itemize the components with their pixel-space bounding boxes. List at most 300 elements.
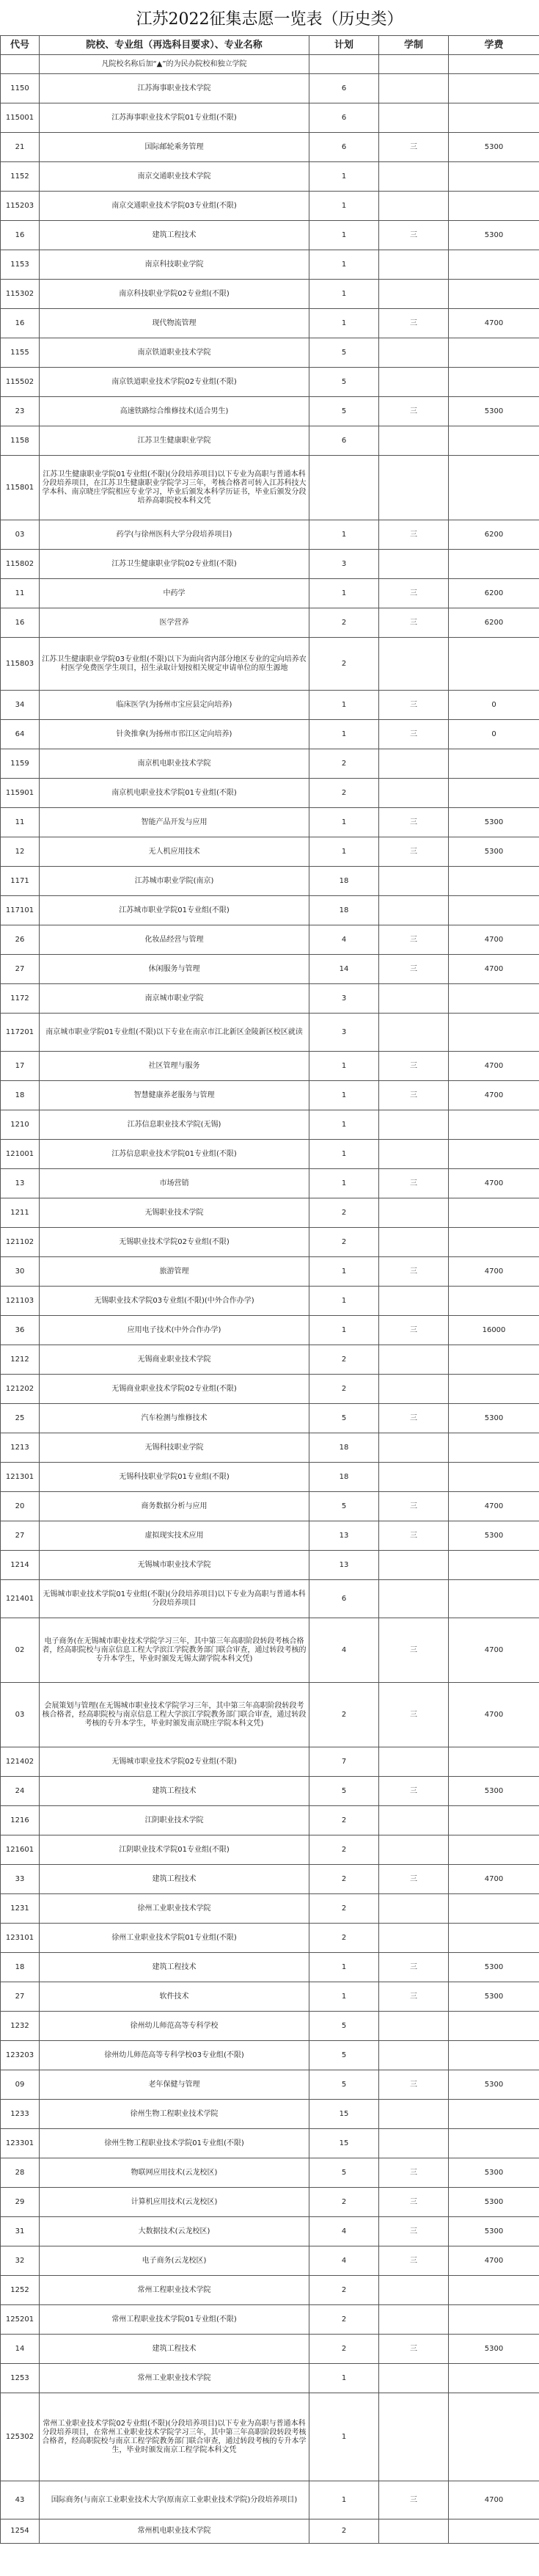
cell-duration: 三	[379, 925, 449, 955]
cell-code: 18	[1, 1953, 40, 1982]
cell-plan: 14	[309, 955, 379, 984]
cell-plan: 1	[309, 837, 379, 867]
cell-fee	[449, 426, 539, 456]
cell-duration: 三	[379, 221, 449, 250]
cell-code: 1233	[1, 2100, 40, 2129]
cell-code: 30	[1, 1257, 40, 1287]
table-row	[1, 133, 539, 162]
cell-duration: 三	[379, 1492, 449, 1521]
cell-plan: 1	[309, 579, 379, 608]
table-row	[1, 221, 539, 250]
cell-plan: 1	[309, 1953, 379, 1982]
cell-name: 徐州工业职业技术学院01专业组(不限)	[40, 1924, 309, 1953]
table-header-row	[1, 36, 539, 55]
cell-plan: 4	[309, 1618, 379, 1683]
cell-plan: 2	[309, 749, 379, 779]
cell-name: 无锡城市职业技术学院02专业组(不限)	[40, 1747, 309, 1777]
cell-fee: 6200	[449, 608, 539, 638]
cell-fee: 4700	[449, 1683, 539, 1747]
cell-duration: 三	[379, 2481, 449, 2519]
cell-name: 徐州幼儿师范高等专科学校03专业组(不限)	[40, 2041, 309, 2070]
cell-fee	[449, 1806, 539, 1835]
cell-duration	[379, 1014, 449, 1052]
cell-code: 125201	[1, 2305, 40, 2335]
cell-name: 凡院校名称后加“▲”的为民办院校和独立学院	[40, 55, 309, 74]
cell-code: 13	[1, 1169, 40, 1198]
cell-code: 64	[1, 720, 40, 749]
cell-name: 无锡城市职业技术学院	[40, 1551, 309, 1580]
cell-fee	[449, 2041, 539, 2070]
cell-name: 南京铁道职业技术学院02专业组(不限)	[40, 368, 309, 397]
cell-plan: 5	[309, 2012, 379, 2041]
table-row	[1, 2481, 539, 2519]
cell-duration	[379, 1287, 449, 1316]
cell-plan: 1	[309, 1140, 379, 1169]
cell-fee	[449, 250, 539, 280]
cell-name: 无锡城市职业技术学院01专业组(不限)(分段培养项目)以下专业为高职与普通本科分段培养项目	[40, 1580, 309, 1618]
cell-duration: 三	[379, 1982, 449, 2012]
cell-code: 20	[1, 1492, 40, 1521]
cell-name: 江苏海事职业技术学院01专业组(不限)	[40, 103, 309, 133]
cell-duration	[379, 250, 449, 280]
cell-plan: 2	[309, 2188, 379, 2217]
table-row	[1, 837, 539, 867]
table-row	[1, 1777, 539, 1806]
cell-fee	[449, 1375, 539, 1404]
table-row	[1, 2364, 539, 2393]
cell-name: 徐州生物工程职业技术学院	[40, 2100, 309, 2129]
cell-code: 121402	[1, 1747, 40, 1777]
cell-code: 1171	[1, 867, 40, 896]
cell-duration	[379, 1110, 449, 1140]
cell-duration: 三	[379, 133, 449, 162]
cell-plan: 7	[309, 1747, 379, 1777]
cell-duration	[379, 2041, 449, 2070]
cell-plan: 1	[309, 221, 379, 250]
table-row	[1, 1433, 539, 1463]
cell-plan: 1	[309, 162, 379, 192]
cell-plan: 15	[309, 2129, 379, 2158]
cell-plan: 5	[309, 1492, 379, 1521]
cell-fee	[449, 1924, 539, 1953]
table-row	[1, 2335, 539, 2364]
table-row	[1, 162, 539, 192]
cell-code: 43	[1, 2481, 40, 2519]
page-title: 江苏2022征集志愿一览表（历史类）	[136, 10, 403, 29]
cell-name: 中药学	[40, 579, 309, 608]
cell-plan: 2	[309, 1924, 379, 1953]
cell-name: 徐州幼儿师范高等专科学校	[40, 2012, 309, 2041]
cell-duration: 三	[379, 1618, 449, 1683]
cell-plan: 5	[309, 2158, 379, 2188]
cell-fee: 4700	[449, 1081, 539, 1110]
cell-name: 无锡商业职业技术学院	[40, 1345, 309, 1375]
cell-code: 115203	[1, 192, 40, 221]
cell-code: 1252	[1, 2276, 40, 2305]
cell-duration	[379, 2305, 449, 2335]
cell-duration	[379, 2364, 449, 2393]
cell-name: 旅游管理	[40, 1257, 309, 1287]
cell-fee: 6200	[449, 520, 539, 550]
cell-fee: 4700	[449, 2246, 539, 2276]
cell-name: 江苏城市职业学院(南京)	[40, 867, 309, 896]
cell-code: 16	[1, 608, 40, 638]
cell-fee	[449, 2393, 539, 2481]
cell-code: 1253	[1, 2364, 40, 2393]
cell-code: 23	[1, 397, 40, 426]
cell-fee	[449, 280, 539, 309]
table-row	[1, 1198, 539, 1228]
cell-fee	[449, 2276, 539, 2305]
cell-code: 1159	[1, 749, 40, 779]
table-row	[1, 896, 539, 925]
cell-fee: 5300	[449, 1404, 539, 1433]
cell-plan: 2	[309, 2305, 379, 2335]
cell-code: 115001	[1, 103, 40, 133]
cell-plan: 15	[309, 2100, 379, 2129]
table-row	[1, 1345, 539, 1375]
cell-fee	[449, 2519, 539, 2544]
cell-name: 徐州生物工程职业技术学院01专业组(不限)	[40, 2129, 309, 2158]
cell-fee: 4700	[449, 1169, 539, 1198]
table-row	[1, 2519, 539, 2544]
cell-duration: 三	[379, 2070, 449, 2100]
cell-name: 常州工业职业技术学院02专业组(不限)(分段培养项目)以下专业为高职与普通本科分段培养项目，在常州工业职业技术学院学习三年，其中第三年高职阶段转段考核合格者，经高职院校与南京工程学院教务部门联合审查，通过转段考核的专升本学生，毕业时颁发南京工程学院本科文凭	[40, 2393, 309, 2481]
cell-duration	[379, 896, 449, 925]
cell-plan: 18	[309, 1463, 379, 1492]
cell-code: 115502	[1, 368, 40, 397]
cell-fee: 5300	[449, 1953, 539, 1982]
cell-duration	[379, 867, 449, 896]
cell-code: 123101	[1, 1924, 40, 1953]
cell-duration: 三	[379, 1777, 449, 1806]
cell-fee	[449, 1228, 539, 1257]
cell-fee	[449, 456, 539, 520]
table-row	[1, 1894, 539, 1924]
cell-fee: 4700	[449, 309, 539, 338]
cell-name: 江苏卫生健康职业学院	[40, 426, 309, 456]
cell-name: 南京科技职业学院02专业组(不限)	[40, 280, 309, 309]
cell-plan: 2	[309, 638, 379, 691]
cell-code: 12	[1, 837, 40, 867]
cell-duration	[379, 368, 449, 397]
cell-plan: 1	[309, 192, 379, 221]
cell-code: 03	[1, 1683, 40, 1747]
cell-plan: 6	[309, 1580, 379, 1618]
cell-plan: 2	[309, 2519, 379, 2544]
cell-plan: 2	[309, 608, 379, 638]
cell-name: 高速铁路综合维修技术(适合男生)	[40, 397, 309, 426]
cell-fee	[449, 1345, 539, 1375]
cell-plan: 5	[309, 338, 379, 368]
cell-fee: 5300	[449, 397, 539, 426]
cell-fee	[449, 162, 539, 192]
volunteer-table	[0, 35, 539, 2544]
cell-fee	[449, 338, 539, 368]
table-row	[1, 2041, 539, 2070]
table-row	[1, 1747, 539, 1777]
cell-duration: 三	[379, 2188, 449, 2217]
cell-duration	[379, 2129, 449, 2158]
cell-duration: 三	[379, 2246, 449, 2276]
cell-plan	[309, 456, 379, 520]
table-row	[1, 867, 539, 896]
cell-name: 徐州工业职业技术学院	[40, 1894, 309, 1924]
table-row	[1, 720, 539, 749]
table-row	[1, 550, 539, 579]
cell-plan: 18	[309, 896, 379, 925]
cell-name: 南京交通职业技术学院03专业组(不限)	[40, 192, 309, 221]
table-row	[1, 1683, 539, 1747]
cell-name: 国际邮轮乘务管理	[40, 133, 309, 162]
cell-duration: 三	[379, 691, 449, 720]
cell-code: 121601	[1, 1835, 40, 1865]
header-plan: 计划	[309, 36, 379, 55]
cell-name: 针灸推拿(为扬州市邗江区定向培养)	[40, 720, 309, 749]
cell-code: 121102	[1, 1228, 40, 1257]
cell-fee: 0	[449, 691, 539, 720]
cell-code: 121401	[1, 1580, 40, 1618]
table-row	[1, 955, 539, 984]
table-row	[1, 1865, 539, 1894]
table-row	[1, 579, 539, 608]
cell-plan: 2	[309, 1835, 379, 1865]
cell-fee: 4700	[449, 955, 539, 984]
table-row	[1, 55, 539, 74]
cell-duration: 三	[379, 1169, 449, 1198]
cell-fee	[449, 192, 539, 221]
cell-plan: 6	[309, 74, 379, 103]
cell-plan: 6	[309, 103, 379, 133]
cell-fee: 5300	[449, 221, 539, 250]
table-row	[1, 426, 539, 456]
cell-name: 江阴职业技术学院	[40, 1806, 309, 1835]
cell-plan: 1	[309, 720, 379, 749]
table-row	[1, 1953, 539, 1982]
cell-plan: 1	[309, 1169, 379, 1198]
cell-name: 江苏信息职业技术学院01专业组(不限)	[40, 1140, 309, 1169]
cell-plan: 1	[309, 1316, 379, 1345]
cell-code: 1216	[1, 1806, 40, 1835]
table-row	[1, 338, 539, 368]
cell-fee: 5300	[449, 1982, 539, 2012]
cell-fee	[449, 1198, 539, 1228]
table-row	[1, 250, 539, 280]
table-row	[1, 456, 539, 520]
cell-plan: 3	[309, 550, 379, 579]
table-row	[1, 1835, 539, 1865]
table-row	[1, 1924, 539, 1953]
cell-name: 江苏卫生健康职业学院03专业组(不限)以下为面向省内部分地区专业的定向培养农村医学免费医学生项目，招生录取计划按相关规定申请单位的原生源地	[40, 638, 309, 691]
table-row	[1, 2393, 539, 2481]
cell-code: 115801	[1, 456, 40, 520]
cell-name: 软件技术	[40, 1982, 309, 2012]
cell-code: 29	[1, 2188, 40, 2217]
table-row	[1, 1316, 539, 1345]
cell-duration: 三	[379, 1404, 449, 1433]
table-row	[1, 2158, 539, 2188]
cell-duration	[379, 103, 449, 133]
cell-plan: 1	[309, 309, 379, 338]
cell-code: 27	[1, 1521, 40, 1551]
cell-fee: 5300	[449, 1777, 539, 1806]
cell-fee: 4700	[449, 1052, 539, 1081]
cell-plan: 5	[309, 1777, 379, 1806]
cell-plan: 1	[309, 250, 379, 280]
cell-code: 31	[1, 2217, 40, 2246]
table-row	[1, 1580, 539, 1618]
cell-code: 121202	[1, 1375, 40, 1404]
cell-duration	[379, 2393, 449, 2481]
cell-duration: 三	[379, 309, 449, 338]
cell-duration: 三	[379, 397, 449, 426]
table-row	[1, 1257, 539, 1287]
cell-fee	[449, 550, 539, 579]
cell-code: 1172	[1, 984, 40, 1014]
table-row	[1, 925, 539, 955]
cell-name: 南京交通职业技术学院	[40, 162, 309, 192]
cell-name: 智能产品开发与应用	[40, 808, 309, 837]
cell-code: 121001	[1, 1140, 40, 1169]
cell-name: 计算机应用技术(云龙校区)	[40, 2188, 309, 2217]
cell-duration: 三	[379, 2335, 449, 2364]
cell-name: 药学(与徐州医科大学分段培养项目)	[40, 520, 309, 550]
cell-code: 1254	[1, 2519, 40, 2544]
table-row	[1, 397, 539, 426]
cell-code: 115302	[1, 280, 40, 309]
cell-fee	[449, 2100, 539, 2129]
table-row	[1, 1618, 539, 1683]
cell-plan: 1	[309, 520, 379, 550]
cell-code: 1153	[1, 250, 40, 280]
cell-duration	[379, 779, 449, 808]
cell-name: 江苏卫生健康职业学院01专业组(不限)(分段培养项目)以下专业为高职与普通本科分段培养项目，在江苏卫生健康职业学院学习三年，考核合格者可转入江苏科技大学本科、南京晓庄学院相应专业学习，毕业后颁发本科学历证书，毕业后颁发分段培养高职院校本科文凭	[40, 456, 309, 520]
cell-fee	[449, 1433, 539, 1463]
cell-fee	[449, 1287, 539, 1316]
table-row	[1, 2129, 539, 2158]
cell-name: 建筑工程技术	[40, 1865, 309, 1894]
cell-fee	[449, 779, 539, 808]
cell-code: 123301	[1, 2129, 40, 2158]
cell-duration	[379, 2100, 449, 2129]
cell-fee	[449, 1747, 539, 1777]
cell-code: 115803	[1, 638, 40, 691]
cell-code: 16	[1, 221, 40, 250]
cell-plan: 2	[309, 1806, 379, 1835]
cell-fee	[449, 1014, 539, 1052]
table-body	[1, 55, 539, 2544]
table-row	[1, 1463, 539, 1492]
header-duration: 学制	[379, 36, 449, 55]
cell-name: 化妆品经营与管理	[40, 925, 309, 955]
cell-plan: 5	[309, 368, 379, 397]
table-row	[1, 1110, 539, 1140]
table-row	[1, 984, 539, 1014]
table-row	[1, 1404, 539, 1433]
cell-plan: 2	[309, 2335, 379, 2364]
cell-duration: 三	[379, 1316, 449, 1345]
cell-name: 江苏信息职业技术学院(无锡)	[40, 1110, 309, 1140]
cell-name: 常州工程职业技术学院01专业组(不限)	[40, 2305, 309, 2335]
cell-duration	[379, 1345, 449, 1375]
cell-plan: 1	[309, 1287, 379, 1316]
cell-plan: 1	[309, 2393, 379, 2481]
cell-code: 121301	[1, 1463, 40, 1492]
cell-duration: 三	[379, 1521, 449, 1551]
cell-fee: 16000	[449, 1316, 539, 1345]
cell-code: 123203	[1, 2041, 40, 2070]
cell-fee: 5300	[449, 133, 539, 162]
cell-fee: 5300	[449, 2158, 539, 2188]
cell-duration	[379, 1580, 449, 1618]
cell-duration	[379, 749, 449, 779]
cell-duration	[379, 1198, 449, 1228]
cell-fee	[449, 984, 539, 1014]
cell-code: 1210	[1, 1110, 40, 1140]
cell-name: 无锡商业职业技术学院02专业组(不限)	[40, 1375, 309, 1404]
cell-plan: 13	[309, 1521, 379, 1551]
table-row	[1, 2246, 539, 2276]
table-row	[1, 1806, 539, 1835]
cell-name: 建筑工程技术	[40, 1777, 309, 1806]
cell-duration	[379, 2519, 449, 2544]
table-row	[1, 1982, 539, 2012]
cell-duration: 三	[379, 608, 449, 638]
table-row	[1, 280, 539, 309]
cell-name: 无锡科技职业学院	[40, 1433, 309, 1463]
cell-code: 11	[1, 808, 40, 837]
cell-fee	[449, 749, 539, 779]
cell-duration	[379, 1551, 449, 1580]
cell-name: 智慧健康养老服务与管理	[40, 1081, 309, 1110]
cell-duration: 三	[379, 1257, 449, 1287]
cell-name: 无锡科技职业学院01专业组(不限)	[40, 1463, 309, 1492]
cell-duration	[379, 550, 449, 579]
cell-duration: 三	[379, 808, 449, 837]
cell-name: 汽车检测与维修技术	[40, 1404, 309, 1433]
table-row	[1, 1014, 539, 1052]
cell-fee	[449, 638, 539, 691]
cell-plan: 1	[309, 2481, 379, 2519]
cell-code: 1214	[1, 1551, 40, 1580]
cell-fee: 5300	[449, 2335, 539, 2364]
table-row	[1, 520, 539, 550]
cell-name: 商务数据分析与应用	[40, 1492, 309, 1521]
cell-plan: 2	[309, 1375, 379, 1404]
cell-plan: 1	[309, 1257, 379, 1287]
cell-name: 无人机应用技术	[40, 837, 309, 867]
cell-fee: 0	[449, 720, 539, 749]
cell-name: 电子商务(云龙校区)	[40, 2246, 309, 2276]
cell-duration: 三	[379, 720, 449, 749]
cell-code: 11	[1, 579, 40, 608]
cell-duration: 三	[379, 1865, 449, 1894]
table-row	[1, 368, 539, 397]
cell-plan: 2	[309, 1865, 379, 1894]
cell-duration	[379, 1463, 449, 1492]
cell-fee	[449, 2129, 539, 2158]
cell-plan: 1	[309, 2364, 379, 2393]
cell-duration: 三	[379, 955, 449, 984]
header-fee: 学费	[449, 36, 539, 55]
cell-fee: 5300	[449, 808, 539, 837]
table-row	[1, 1169, 539, 1198]
cell-name: 大数据技术(云龙校区)	[40, 2217, 309, 2246]
cell-duration	[379, 1140, 449, 1169]
cell-fee: 5300	[449, 2217, 539, 2246]
table-row	[1, 192, 539, 221]
cell-code: 117101	[1, 896, 40, 925]
